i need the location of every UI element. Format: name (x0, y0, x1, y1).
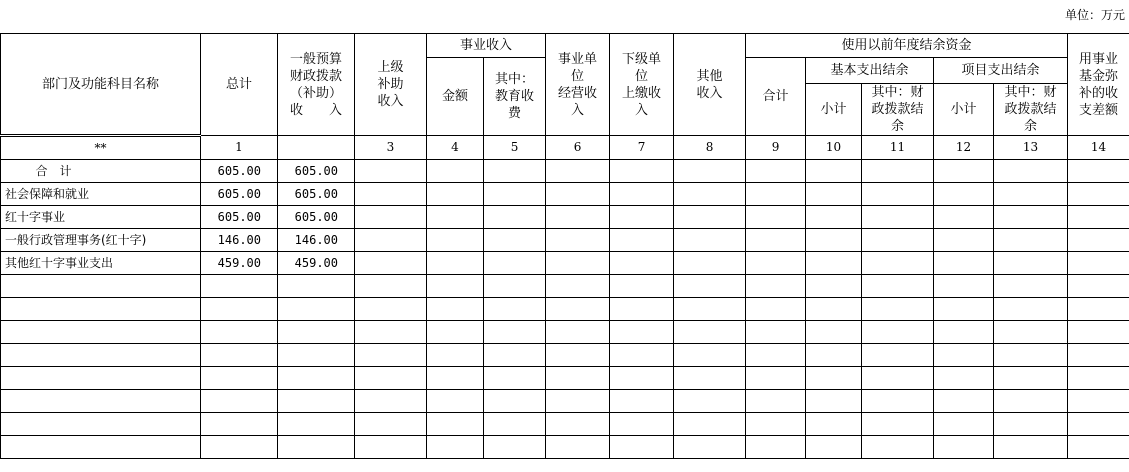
empty-cell (546, 206, 610, 229)
empty-cell (934, 321, 994, 344)
empty-cell (427, 344, 484, 367)
row-total-cell (201, 344, 278, 367)
row-fiscal-cell: 146.00 (278, 229, 355, 252)
table-row (1, 436, 1129, 459)
row-fiscal-cell (278, 436, 355, 459)
row-name-cell (1, 390, 201, 413)
header-row-1 (1, 34, 1129, 58)
empty-cell (1068, 344, 1129, 367)
empty-cell (862, 160, 934, 183)
row-name-cell: 社会保障和就业 (1, 183, 201, 206)
empty-cell (355, 321, 427, 344)
empty-cell (994, 275, 1068, 298)
empty-cell (427, 275, 484, 298)
empty-cell (355, 298, 427, 321)
table-row (1, 298, 1129, 321)
empty-cell (546, 436, 610, 459)
empty-cell (610, 436, 674, 459)
empty-cell (1068, 275, 1129, 298)
header-project-subtotal: 小计 (934, 84, 994, 136)
empty-cell (427, 298, 484, 321)
row-name-cell (1, 344, 201, 367)
table-row (1, 367, 1129, 390)
row-total-cell: 605.00 (201, 183, 278, 206)
empty-cell (862, 436, 934, 459)
empty-cell (806, 183, 862, 206)
empty-cell (862, 413, 934, 436)
empty-cell (1068, 298, 1129, 321)
table-row (1, 229, 1129, 252)
empty-cell (674, 344, 746, 367)
row-name-cell: 合 计 (1, 160, 201, 183)
empty-cell (546, 344, 610, 367)
empty-cell (994, 160, 1068, 183)
header-prior-balance: 使用以前年度结余资金 (746, 34, 1068, 58)
empty-cell (484, 321, 546, 344)
empty-cell (934, 275, 994, 298)
empty-cell (610, 160, 674, 183)
row-total-cell (201, 321, 278, 344)
empty-cell (546, 229, 610, 252)
empty-cell (355, 183, 427, 206)
empty-cell (427, 436, 484, 459)
header-total: 总计 (201, 34, 278, 136)
column-number: 12 (934, 136, 994, 160)
empty-cell (1068, 390, 1129, 413)
header-other: 其他 收入 (674, 34, 746, 136)
empty-cell (610, 206, 674, 229)
row-name-cell: 红十字事业 (1, 206, 201, 229)
empty-cell (934, 252, 994, 275)
empty-cell (546, 160, 610, 183)
empty-cell (806, 390, 862, 413)
empty-cell (427, 183, 484, 206)
empty-cell (674, 390, 746, 413)
empty-cell (1068, 367, 1129, 390)
row-fiscal-cell: 459.00 (278, 252, 355, 275)
empty-cell (427, 252, 484, 275)
empty-cell (610, 252, 674, 275)
empty-cell (355, 160, 427, 183)
empty-cell (427, 206, 484, 229)
empty-cell (934, 298, 994, 321)
header-business-income: 事业收入 (427, 34, 546, 58)
empty-cell (934, 183, 994, 206)
empty-cell (674, 229, 746, 252)
empty-cell (994, 321, 1068, 344)
column-number (278, 136, 355, 160)
empty-cell (355, 229, 427, 252)
empty-cell (934, 436, 994, 459)
row-total-cell (201, 298, 278, 321)
empty-cell (484, 252, 546, 275)
header-superior: 上级 补助 收入 (355, 34, 427, 136)
empty-cell (610, 275, 674, 298)
empty-cell (994, 298, 1068, 321)
header-basic-balance: 基本支出结余 (806, 58, 934, 84)
empty-cell (1068, 229, 1129, 252)
row-name-cell (1, 275, 201, 298)
empty-cell (355, 413, 427, 436)
empty-cell (806, 344, 862, 367)
empty-cell (806, 298, 862, 321)
empty-cell (746, 206, 806, 229)
empty-cell (862, 367, 934, 390)
header-project-balance: 项目支出结余 (934, 58, 1068, 84)
empty-cell (484, 390, 546, 413)
empty-cell (610, 321, 674, 344)
empty-cell (610, 367, 674, 390)
header-funds-gap: 用事业 基金弥 补的收 支差额 (1068, 34, 1129, 136)
empty-cell (746, 321, 806, 344)
header-education-fee: 其中： 教育收 费 (484, 58, 546, 136)
empty-cell (994, 390, 1068, 413)
empty-cell (427, 367, 484, 390)
empty-cell (746, 344, 806, 367)
empty-cell (610, 344, 674, 367)
empty-cell (546, 252, 610, 275)
header-prior-total: 合计 (746, 58, 806, 136)
row-fiscal-cell (278, 390, 355, 413)
row-name-cell: 其他红十字事业支出 (1, 252, 201, 275)
empty-cell (674, 367, 746, 390)
empty-cell (427, 160, 484, 183)
empty-cell (355, 252, 427, 275)
column-number: 11 (862, 136, 934, 160)
row-fiscal-cell (278, 321, 355, 344)
empty-cell (934, 160, 994, 183)
data-rows (1, 160, 1129, 459)
column-number: 13 (994, 136, 1068, 160)
empty-cell (546, 321, 610, 344)
column-number-row (1, 136, 1129, 160)
header-project-fiscal: 其中：财 政拨款结 余 (994, 84, 1068, 136)
row-fiscal-cell (278, 367, 355, 390)
row-total-cell: 605.00 (201, 206, 278, 229)
column-number: 4 (427, 136, 484, 160)
empty-cell (806, 206, 862, 229)
empty-cell (355, 206, 427, 229)
empty-cell (674, 275, 746, 298)
empty-cell (862, 321, 934, 344)
row-name-cell (1, 413, 201, 436)
empty-cell (934, 367, 994, 390)
empty-cell (862, 229, 934, 252)
empty-cell (806, 275, 862, 298)
header-operating: 事业单 位 经营收 入 (546, 34, 610, 136)
empty-cell (934, 229, 994, 252)
empty-cell (994, 413, 1068, 436)
empty-cell (994, 183, 1068, 206)
empty-cell (862, 275, 934, 298)
empty-cell (674, 413, 746, 436)
empty-cell (355, 436, 427, 459)
table-row (1, 413, 1129, 436)
row-fiscal-cell: 605.00 (278, 183, 355, 206)
empty-cell (546, 413, 610, 436)
row-fiscal-cell: 605.00 (278, 206, 355, 229)
empty-cell (674, 206, 746, 229)
empty-cell (994, 344, 1068, 367)
row-total-cell (201, 275, 278, 298)
row-fiscal-cell (278, 275, 355, 298)
empty-cell (484, 229, 546, 252)
column-number: 7 (610, 136, 674, 160)
row-name-cell (1, 367, 201, 390)
column-number: 3 (355, 136, 427, 160)
empty-cell (427, 229, 484, 252)
empty-cell (994, 436, 1068, 459)
table-row (1, 252, 1129, 275)
empty-cell (484, 206, 546, 229)
empty-cell (484, 413, 546, 436)
empty-cell (355, 367, 427, 390)
empty-cell (746, 183, 806, 206)
empty-cell (427, 390, 484, 413)
empty-cell (862, 298, 934, 321)
empty-cell (746, 436, 806, 459)
row-total-cell (201, 413, 278, 436)
row-fiscal-cell: 605.00 (278, 160, 355, 183)
empty-cell (355, 275, 427, 298)
empty-cell (994, 367, 1068, 390)
empty-cell (674, 298, 746, 321)
empty-cell (546, 183, 610, 206)
table-row (1, 275, 1129, 298)
empty-cell (994, 252, 1068, 275)
empty-cell (674, 436, 746, 459)
empty-cell (806, 413, 862, 436)
table-row (1, 390, 1129, 413)
row-name-cell (1, 436, 201, 459)
empty-cell (484, 344, 546, 367)
empty-cell (610, 229, 674, 252)
row-name-cell: 一般行政管理事务(红十字) (1, 229, 201, 252)
income-budget-table (0, 33, 1129, 459)
row-name-cell (1, 298, 201, 321)
empty-cell (746, 275, 806, 298)
row-total-cell: 146.00 (201, 229, 278, 252)
column-number: 9 (746, 136, 806, 160)
empty-cell (427, 413, 484, 436)
empty-cell (1068, 160, 1129, 183)
empty-cell (746, 252, 806, 275)
empty-cell (484, 436, 546, 459)
empty-cell (610, 183, 674, 206)
column-number: 5 (484, 136, 546, 160)
row-total-cell (201, 436, 278, 459)
empty-cell (484, 367, 546, 390)
empty-cell (806, 229, 862, 252)
empty-cell (610, 298, 674, 321)
empty-cell (355, 344, 427, 367)
empty-cell (806, 160, 862, 183)
empty-cell (546, 390, 610, 413)
empty-cell (674, 183, 746, 206)
empty-cell (1068, 206, 1129, 229)
empty-cell (1068, 321, 1129, 344)
row-fiscal-cell (278, 298, 355, 321)
table-row (1, 183, 1129, 206)
empty-cell (862, 344, 934, 367)
empty-cell (674, 252, 746, 275)
column-number: 1 (201, 136, 278, 160)
row-total-cell (201, 390, 278, 413)
empty-cell (934, 344, 994, 367)
empty-cell (934, 390, 994, 413)
empty-cell (546, 367, 610, 390)
empty-cell (862, 390, 934, 413)
empty-cell (546, 298, 610, 321)
empty-cell (806, 367, 862, 390)
header-amount: 金额 (427, 58, 484, 136)
empty-cell (746, 229, 806, 252)
empty-cell (484, 275, 546, 298)
header-subordinate: 下级单 位 上缴收 入 (610, 34, 674, 136)
empty-cell (546, 275, 610, 298)
empty-cell (484, 160, 546, 183)
column-number: 6 (546, 136, 610, 160)
empty-cell (746, 298, 806, 321)
table-row (1, 206, 1129, 229)
unit-label: 单位：万元 (1064, 8, 1125, 22)
empty-cell (746, 413, 806, 436)
empty-cell (994, 206, 1068, 229)
empty-cell (806, 436, 862, 459)
empty-cell (1068, 252, 1129, 275)
empty-cell (484, 183, 546, 206)
column-number: ** (1, 136, 201, 160)
empty-cell (746, 160, 806, 183)
row-fiscal-cell (278, 413, 355, 436)
column-number: 14 (1068, 136, 1129, 160)
row-total-cell (201, 367, 278, 390)
table-row (1, 160, 1129, 183)
empty-cell (934, 413, 994, 436)
table-row (1, 344, 1129, 367)
header-basic-subtotal: 小计 (806, 84, 862, 136)
row-fiscal-cell (278, 344, 355, 367)
empty-cell (1068, 413, 1129, 436)
empty-cell (862, 206, 934, 229)
row-name-cell (1, 321, 201, 344)
empty-cell (806, 321, 862, 344)
column-number: 10 (806, 136, 862, 160)
empty-cell (1068, 183, 1129, 206)
empty-cell (994, 229, 1068, 252)
column-number: 8 (674, 136, 746, 160)
row-total-cell: 459.00 (201, 252, 278, 275)
empty-cell (862, 183, 934, 206)
header-basic-fiscal: 其中：财 政拨款结 余 (862, 84, 934, 136)
empty-cell (674, 321, 746, 344)
table-row (1, 321, 1129, 344)
empty-cell (862, 252, 934, 275)
empty-cell (484, 298, 546, 321)
header-dept-name: 部门及功能科目名称 (1, 34, 201, 136)
empty-cell (610, 390, 674, 413)
empty-cell (610, 413, 674, 436)
header-fiscal: 一般预算 财政拨款 （补助） 收 入 (278, 34, 355, 136)
empty-cell (806, 252, 862, 275)
row-total-cell: 605.00 (201, 160, 278, 183)
empty-cell (355, 390, 427, 413)
empty-cell (674, 160, 746, 183)
empty-cell (746, 390, 806, 413)
empty-cell (746, 367, 806, 390)
empty-cell (1068, 436, 1129, 459)
empty-cell (427, 321, 484, 344)
empty-cell (934, 206, 994, 229)
